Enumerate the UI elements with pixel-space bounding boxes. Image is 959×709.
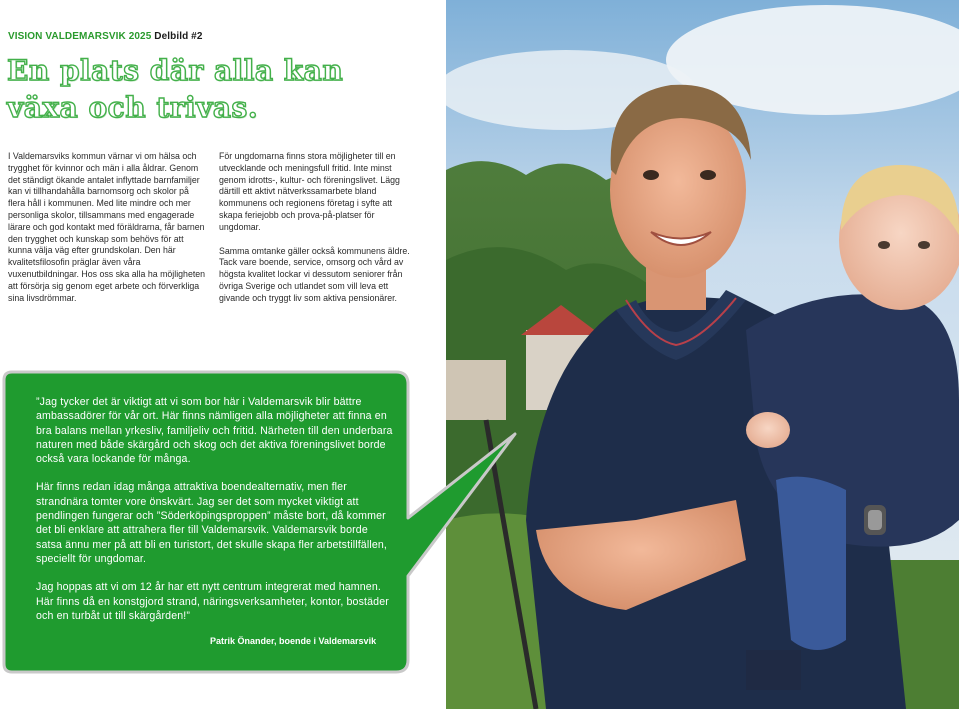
photo-illustration — [446, 0, 959, 709]
body-paragraph: I Valdemarsviks kommun värnar vi om hälsa och trygghet för kvinnor och män i alla åldrar. Genom det ständigt ökande antalet inflyttade barnfamiljer kan vi tillhandahålla barnomsorg och skolor på flera håll i kommunen. Med lite mindre och mer personliga skolor, tillsammans med engagerade lärare och god kontakt med föräldrarna, får barnen den trygghet och kunskap som behövs för att kunna välja väg efter grundskolan. Den här kvalitetsfilosofin präglar även våra vuxenutbildningar. Hos oss ska alla ha möjligheten att försörja sig genom eget arbete och förverkliga sina livsdrömmar. — [8, 151, 206, 303]
headline-line-1: En plats där alla kan — [7, 54, 344, 87]
series-kicker — [8, 31, 203, 42]
testimonial-quote — [36, 395, 396, 637]
page-title — [7, 52, 437, 126]
body-paragraph: Samma omtanke gäller också kommunens äldre. Tack vare boende, service, omsorg och vård av högsta kvalitet lockar vi dessutom seniorer från övriga Sverige och utlandet som vill leva ett givande och tryggt liv som aktiva pensionärer. — [219, 245, 410, 303]
photo-father-with-child — [446, 0, 959, 709]
body-paragraph: För ungdomarna finns stora möjligheter till en utvecklande och meningsfull fritid. Inte minst genom idrotts-, kultur- och föreningslivet. Lägg därtill ett aktivt nätverkssamarbete bland kommunens och regionens företag i syfte att skapa feriejobb och prova-på-platser för ungdomar. — [219, 151, 400, 232]
quote-signature: Patrik Önander, boende i Valdemarsvik — [210, 636, 377, 646]
quote-paragraph: Jag hoppas att vi om 12 år har ett nytt centrum integrerat med hamnen. Här finns då en konstgjord strand, näringsverksamheter, kontor, bostäder och en turbåt ut till skärgården!” — [36, 581, 389, 622]
body-column-left — [8, 151, 206, 304]
headline-line-2: växa och trivas. — [7, 91, 259, 124]
quote-paragraph: Här finns redan idag många attraktiva boendealternativ, men fler strandnära tomter vore önskvärt. Jag ser det som mycket viktigt att pendlingen fungerar och ”Söderköpingsproppen” måste bort, då kommer det bli enklare att attrahera fler till Valdemarsvik. Valdemarsvik borde satsa ännu mer på att bli en turistort, det skulle skapa fler arbetstillfällen, speciellt för ungdomar. — [36, 481, 388, 565]
quote-paragraph: ”Jag tycker det är viktigt att vi som bor här i Valdemarsvik blir bättre ambassadörer för vår ort. Här finns nämligen alla möjligheter att finna en bra balans mellan yrkesliv, familjeliv och fritid. Närheten till den underbara naturen med både skärgård och skog och det aktiva föreningslivet borde också vara lockande för många. — [36, 396, 393, 466]
kicker-part: Delbild #2 — [154, 31, 203, 42]
body-column-right — [219, 151, 415, 305]
kicker-title: VISION VALDEMARSVIK 2025 — [8, 31, 152, 42]
